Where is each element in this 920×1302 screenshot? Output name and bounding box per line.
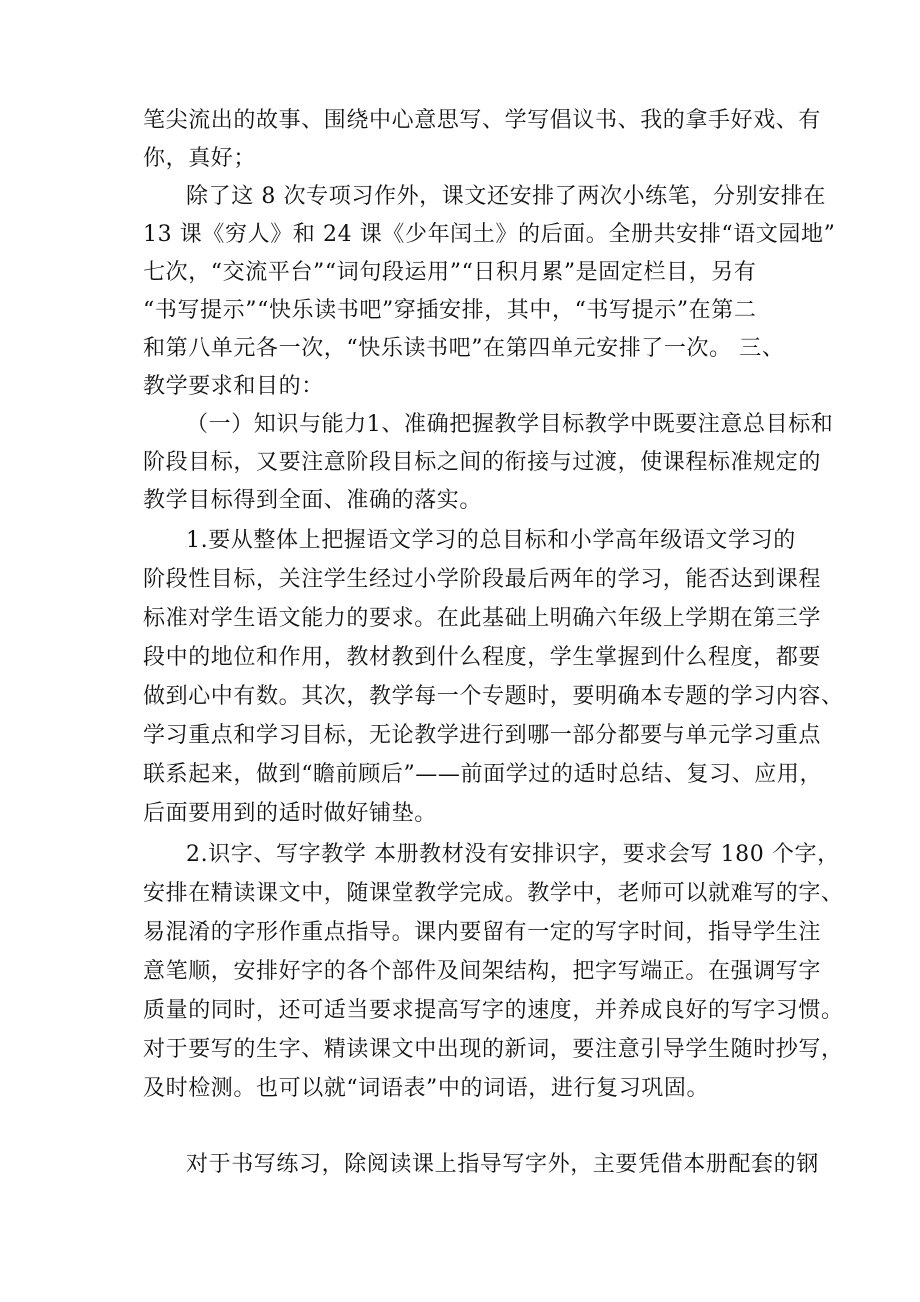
paragraph-start-line: （一）知识与能力1、准确把握教学目标教学中既要注意总目标和 [186, 412, 834, 437]
text-line: 教学目标得到全面、准确的落实。 [143, 488, 483, 513]
text-line: 安排在精读课文中，随课堂教学完成。教学中，老师可以就难写的字、 [143, 881, 844, 906]
paragraph-start-line: 2.识字、写字教学 本册教材没有安排识字，要求会写 180 个字， [186, 842, 840, 867]
text-line: 学习重点和学习目标，无论教学进行到哪一部分都要与单元学习重点 [143, 723, 822, 748]
text-line: 阶段性目标，关注学生经过小学阶段最后两年的学习，能否达到课程 [143, 567, 822, 592]
paragraph-start-line: 除了这 8 次专项习作外，课文还安排了两次小练笔，分别安排在 [186, 184, 826, 209]
text-line: 意笔顺，安排好字的各个部件及间架结构，把字写端正。在强调写字 [143, 959, 822, 984]
text-line: 和第八单元各一次，“快乐读书吧”在第四单元安排了一次。 三、 [143, 336, 785, 361]
text-line: 后面要用到的适时做好铺垫。 [143, 801, 437, 826]
text-line: 及时检测。也可以就“词语表”中的词语，进行复习巩固。 [143, 1076, 710, 1101]
paragraph-start-line: 对于书写练习，除阅读课上指导写字外，主要凭借本册配套的钢 [186, 1152, 819, 1177]
text-line: 易混淆的字形作重点指导。课内要留有一定的写字时间，指导学生注 [143, 920, 822, 945]
text-line: 对于要写的生字、精读课文中出现的新词，要注意引导学生随时抄写， [143, 1037, 844, 1062]
paragraph-start-line: 1.要从整体上把握语文学习的总目标和小学高年级语文学习的 [186, 528, 796, 553]
text-line: 质量的同时，还可适当要求提高写字的速度，并养成良好的写字习惯。 [143, 998, 844, 1023]
text-line: 段中的地位和作用，教材教到什么程度，学生掌握到什么程度，都要 [143, 645, 822, 670]
text-line: 做到心中有数。其次，教学每一个专题时，要明确本专题的学习内容、 [143, 684, 844, 709]
text-line: “书写提示”“快乐读书吧”穿插安排，其中，“书写提示”在第二 [143, 298, 757, 323]
text-line: 教学要求和目的： [143, 374, 324, 399]
text-line: 13 课《穷人》和 24 课《少年闰土》的后面。全册共安排“语文园地” [143, 222, 836, 247]
text-line: 笔尖流出的故事、围绕中心意思写、学写倡议书、我的拿手好戏、有 [143, 108, 822, 133]
text-line: 阶段目标，又要注意阶段目标之间的衔接与过渡，使课程标准规定的 [143, 450, 822, 475]
text-line: 你，真好； [143, 146, 257, 171]
text-line: 联系起来，做到“瞻前顾后”——前面学过的适时总结、复习、应用， [143, 762, 823, 787]
text-line: 标准对学生语文能力的要求。在此基础上明确六年级上学期在第三学 [143, 606, 822, 631]
text-line: 七次，“交流平台”“词句段运用”“日积月累”是固定栏目，另有 [143, 260, 757, 285]
